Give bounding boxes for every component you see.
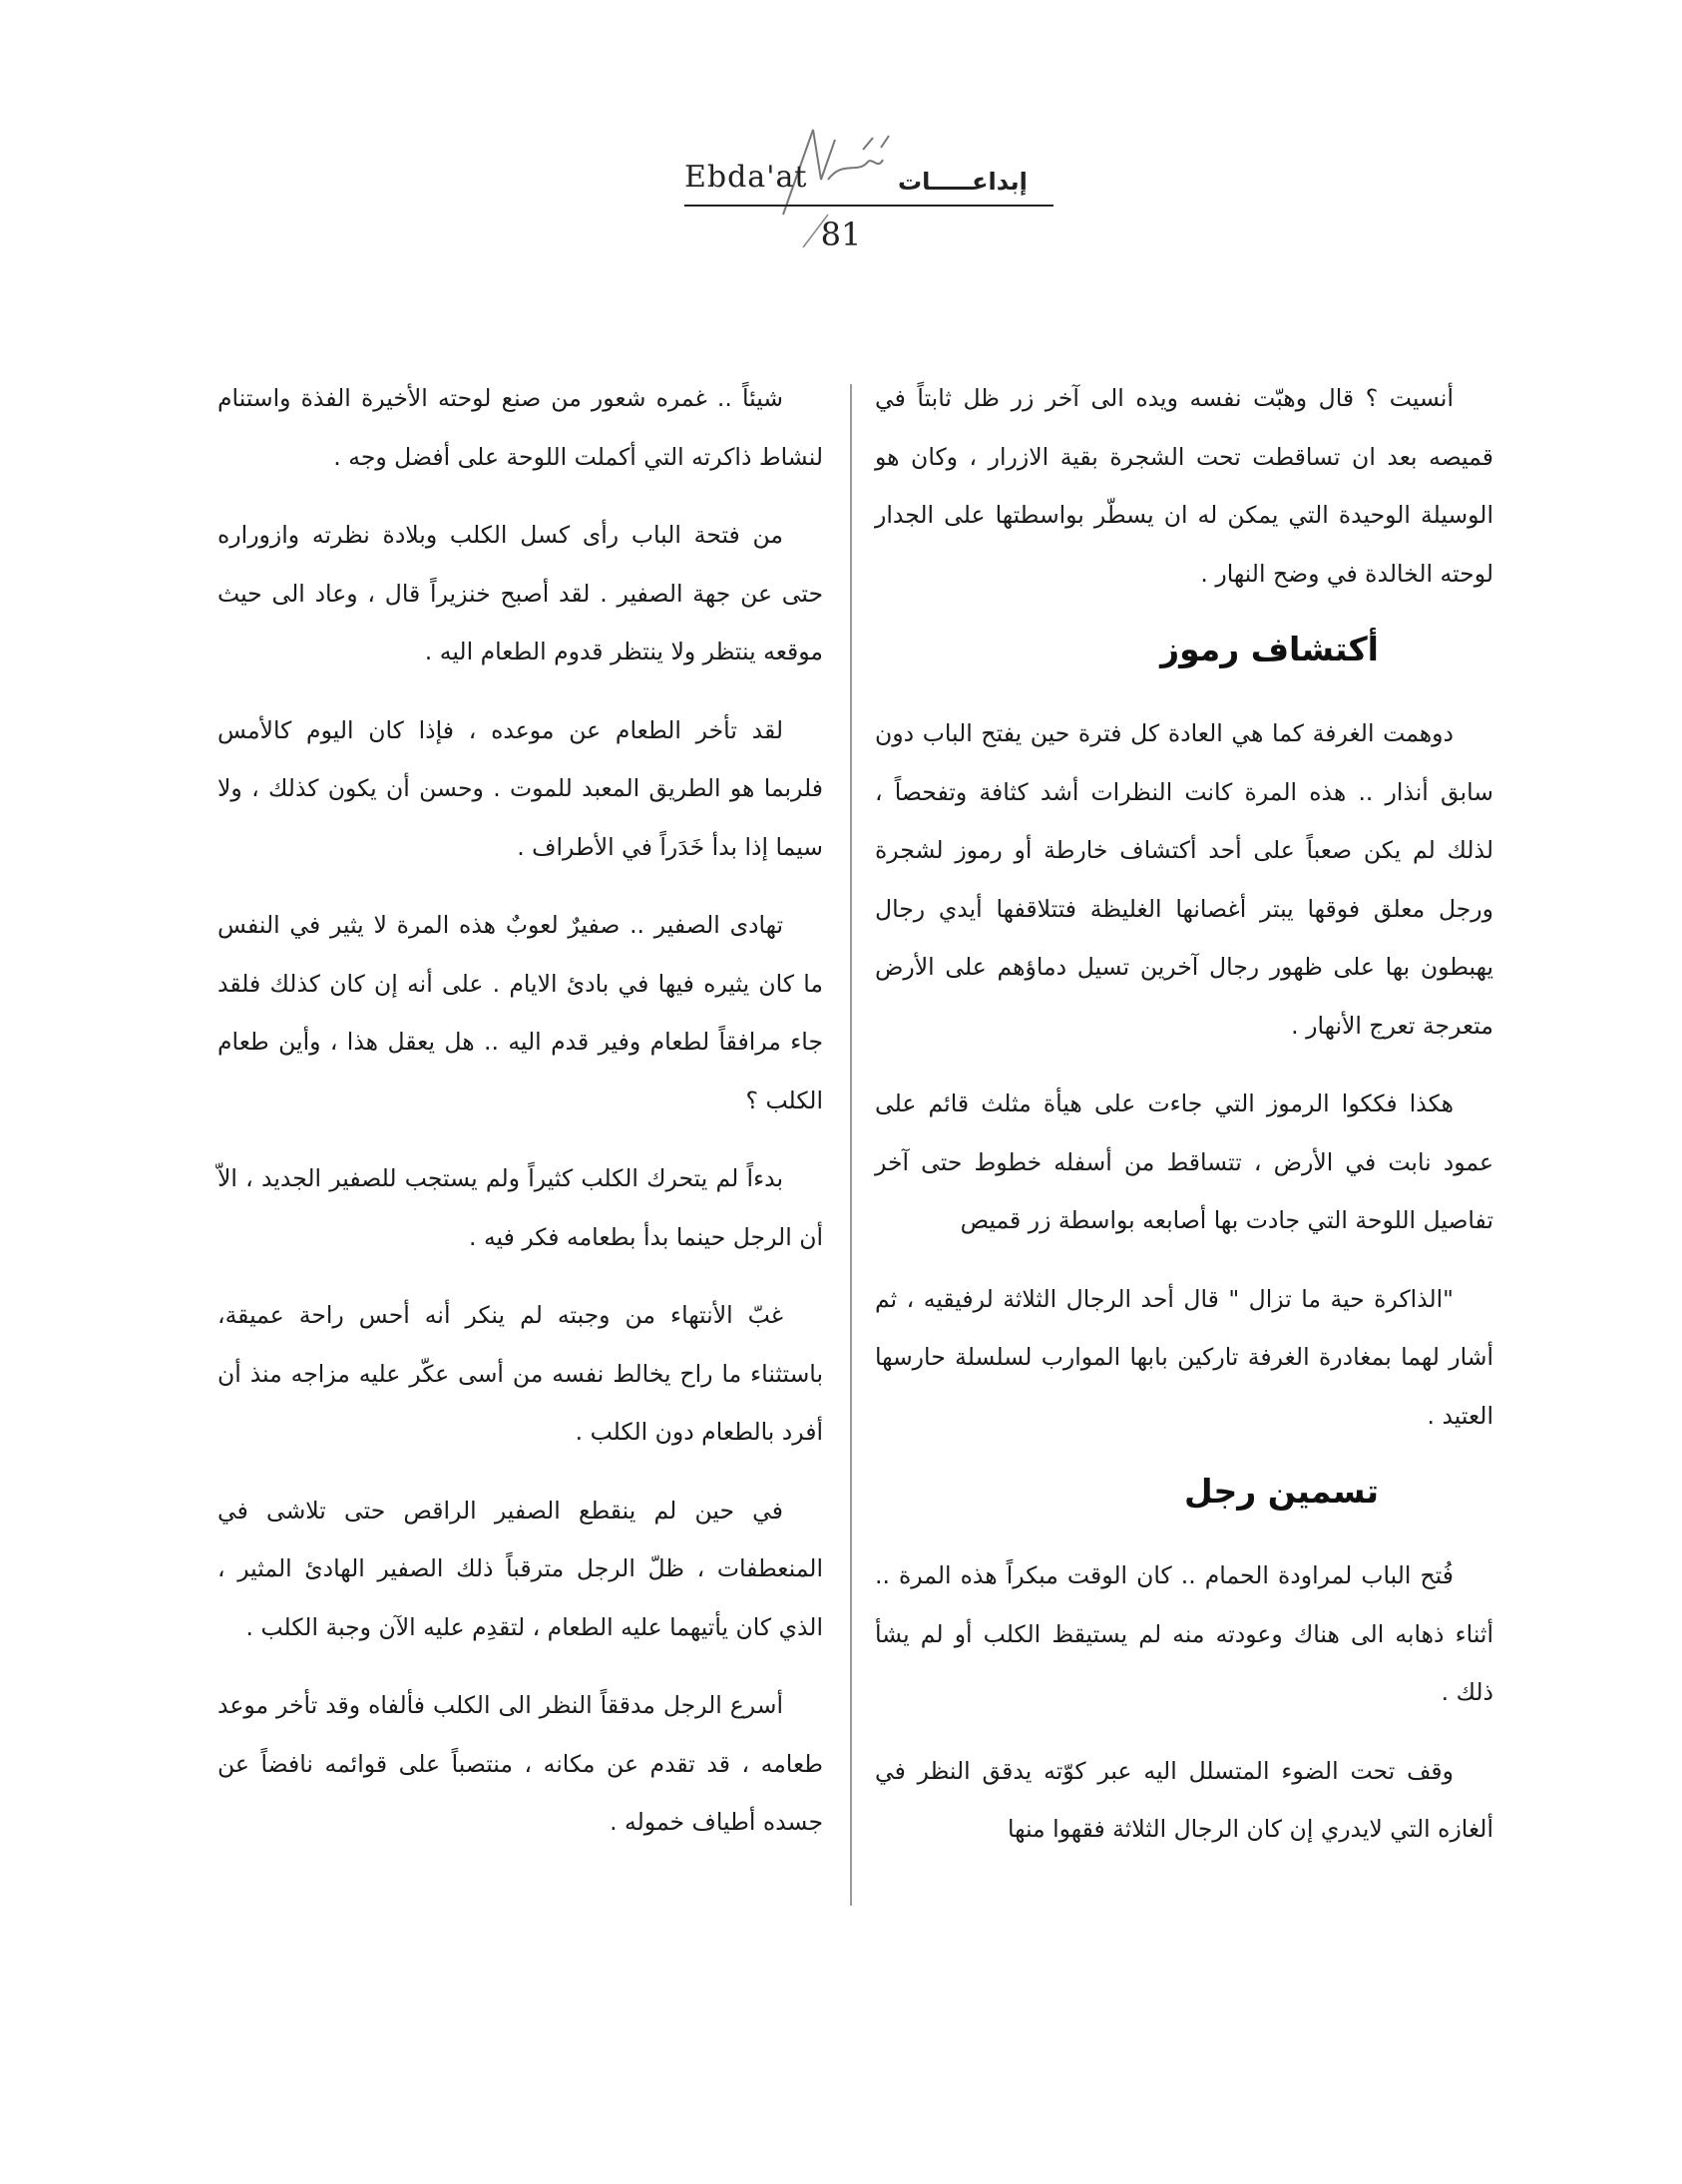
paragraph: "الذاكرة حية ما تزال " قال أحد الرجال الثلاثة لرفيقيه ، ثم أشار لهما بمغادرة الغرفة تاركين بابها الموارب لسلسلة حارسها العتيد . — [875, 1284, 1493, 1430]
paragraph: هكذا فككوا الرموز التي جاءت على هيأة مثلث قائم على عمود نابت في الأرض ، تتساقط من أسفله خطوط حتى آخر تفاصيل اللوحة التي جادت بها أصابعه بواسطة زر قميص — [875, 1090, 1493, 1234]
paragraph: غبّ الأنتهاء من وجبته لم ينكر أنه أحس راحة عميقة، باستثناء ما راح يخالط نفسه من أسى عكّر عليه مزاجه منذ أن أفرد بالطعام دون الكلب . — [217, 1301, 823, 1446]
paragraph: لقد تأخر الطعام عن موعده ، فإذا كان اليوم كالأمس فلربما هو الطريق المعبد للموت . وحسن أن يكون كذلك ، ولا سيما إذا بدأ خَدَراً في الأطراف . — [217, 715, 823, 861]
paragraph: دوهمت الغرفة كما هي العادة كل فترة حين يفتح الباب دون سابق أنذار .. هذه المرة كانت النظرات أشد كثافة وتفحصاً ، لذلك لم يكن صعباً على أحد أكتشاف خارطة أو رموز لشجرة ورجل معلق فوقها يبتر أغصانها الغليظة فتتلاقفها أيدي رجال يهبطون بها على ظهور رجال آخرين تسيل دماؤهم على الأرض متعرجة تعرج الأنهار . — [875, 719, 1493, 1040]
right-column — [875, 369, 1493, 1879]
paragraph: أنسيت ؟ قال وهبّت نفسه ويده الى آخر زر ظل ثابتاً في قميصه بعد ان تساقطت تحت الشجرة بقية الازرار ، وكان هو الوسيلة الوحيدة التي يمكن له ان يسطّر بواسطتها على الجدار لوحته الخالدة في وضح النهار . — [875, 384, 1493, 588]
header-rule — [684, 205, 1053, 207]
left-column — [217, 369, 823, 1872]
brand-name-arabic: إبداعـــــات — [898, 168, 1028, 196]
paragraph: أسرع الرجل مدققاً النظر الى الكلب فألفاه وقد تأخر موعد طعامه ، قد تقدم عن مكانه ، منتصباً على قوائمه نافضاً عن جسده أطياف خموله . — [217, 1691, 823, 1836]
paragraph: تهادى الصفير .. صفيرٌ لعوبٌ هذه المرة لا يثير في النفس ما كان يثيره فيها في بادئ الايام . على أنه إن كان كذلك فلقد جاء مرافقاً لطعام وفير قدم اليه .. هل يعقل هذا ، وأين طعام الكلب ؟ — [217, 911, 823, 1114]
page-header — [0, 120, 1682, 259]
paragraph: بدءاً لم يتحرك الكلب كثيراً ولم يستجب للصفير الجديد ، الاّ أن الرجل حينما بدأ بطعامه فكر فيه . — [217, 1164, 823, 1251]
section-heading: أكتشاف رموز — [1160, 630, 1379, 668]
paragraph: فُتح الباب لمراودة الحمام .. كان الوقت مبكراً هذه المرة .. أثناء ذهابه الى هناك وعودته منه لم يستيقظ الكلب أو لم يشأ ذلك . — [875, 1561, 1493, 1706]
paragraph: شيئاً .. غمره شعور من صنع لوحته الأخيرة الفذة واستنام لنشاط ذاكرته التي أكملت اللوحة على أفضل وجه . — [217, 384, 823, 471]
section-heading: تسمين رجل — [1184, 1472, 1379, 1511]
paragraph: في حين لم ينقطع الصفير الراقص حتى تلاشى في المنعطفات ، ظلّ الرجل مترقباً ذلك الصفير الهادئ المثير ، الذي كان يأتيهما عليه الطعام ، لتقدِم عليه الآن وجبة الكلب . — [217, 1496, 823, 1641]
page-number: 81 — [820, 216, 862, 253]
paragraph: من فتحة الباب رأى كسل الكلب وبلادة نظرته وازوراره حتى عن جهة الصفير . لقد أصبح خنزيراً قال ، وعاد الى حيث موقعه ينتظر ولا ينتظر قدوم الطعام اليه . — [217, 521, 823, 665]
paragraph: وقف تحت الضوء المتسلل اليه عبر كوّته يدقق النظر في ألغازه التي لايدري إن كان الرجال الثلاثة فقهوا منها — [875, 1756, 1493, 1843]
column-divider — [850, 384, 852, 1906]
brand-name-latin: Ebda'at — [684, 160, 808, 195]
